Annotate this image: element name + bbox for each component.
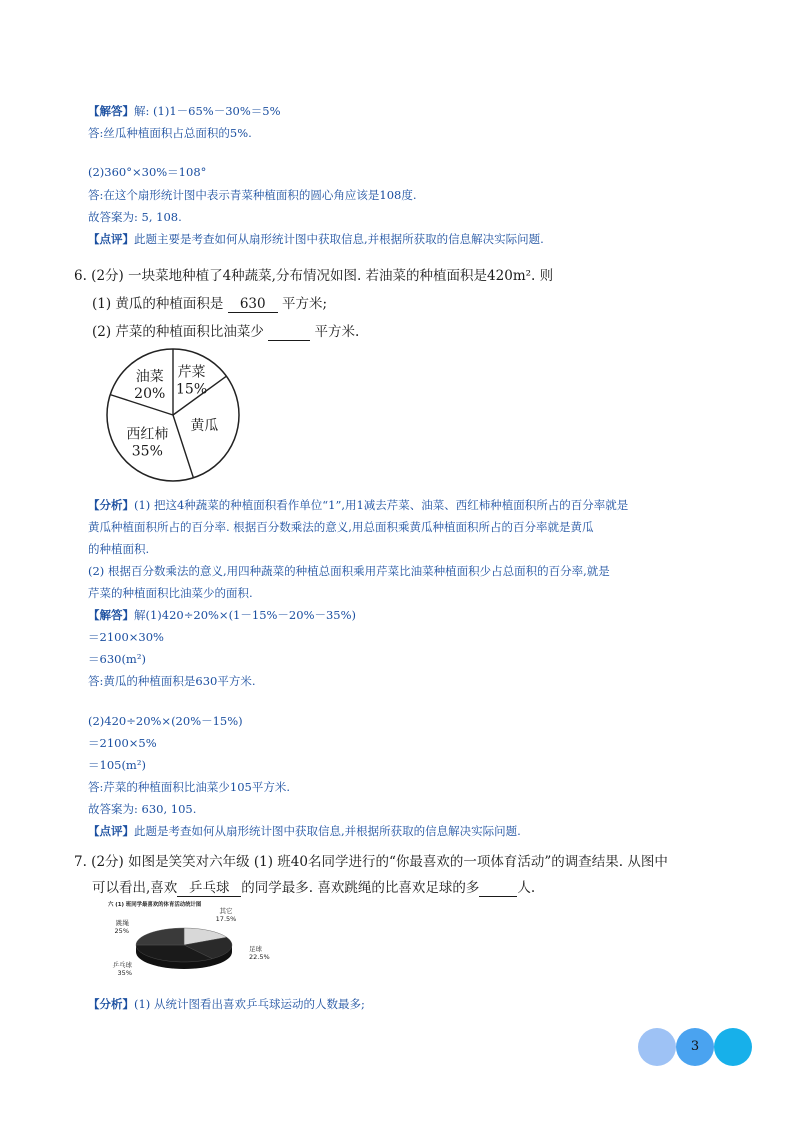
pie-slice-label: 跳绳 — [116, 919, 129, 927]
page-number-badge — [638, 1028, 752, 1066]
q5-answer-line-2: (2)360°×30%＝108° — [88, 165, 207, 179]
pie-slice-value: 25% — [114, 927, 129, 935]
q6-analysis-4: (2) 根据百分数乘法的意义,用四种蔬菜的种植总面积乘用芹菜比油菜种植面积少占总面积的百分率,就是 — [88, 564, 610, 578]
q6-solution-4: 答:黄瓜的种植面积是630平方米. — [88, 674, 256, 688]
q5-comment: 【点评】此题主要是考查如何从扇形统计图中获取信息,并根据所获取的信息解决实际问题. — [88, 232, 544, 246]
q6-solution-8: 答:芹菜的种植面积比油菜少105平方米. — [88, 780, 290, 794]
pie-slice-label: 乒乓球 — [112, 961, 132, 969]
q6-part-1: (1) 黄瓜的种植面积是 630 平方米; — [92, 296, 328, 312]
q6-analysis-2: 黄瓜种植面积所占的百分率. 根据百分数乘法的意义,用总面积乘黄瓜种植面积所占的百分率就是黄瓜 — [88, 520, 594, 534]
q5-answer-line-1: 【解答】解: (1)1－65%－30%＝5% — [88, 104, 281, 118]
q6-blank-1: 630 — [228, 296, 278, 313]
analysis-tag: 【分析】 — [88, 498, 134, 512]
comment-tag: 【点评】 — [88, 232, 134, 246]
pie-slice-label: 油菜 — [135, 368, 164, 385]
pie-slice-value: 20% — [134, 385, 166, 402]
pie-slice-label: 黄瓜 — [190, 418, 219, 435]
q6-solution-2: ＝2100×30% — [88, 630, 164, 644]
q7-blank-1: 乒乓球 — [177, 876, 241, 897]
sports-chart-title: 六 (1) 班同学最喜欢的体育活动统计图 — [108, 902, 202, 908]
analysis-tag: 【分析】 — [88, 997, 134, 1011]
q6-solution-7: ＝105(m²) — [88, 758, 146, 772]
q6-analysis-5: 芹菜的种植面积比油菜少的面积. — [88, 586, 253, 600]
q6-part-2: (2) 芹菜的种植面积比油菜少 平方米. — [92, 324, 360, 340]
sports-pie-chart — [106, 897, 270, 985]
q7-analysis: 【分析】(1) 从统计图看出喜欢乒乓球运动的人数最多; — [88, 997, 365, 1011]
q6-stem: 6. (2分) 一块菜地种植了4种蔬菜,分布情况如图. 若油菜的种植面积是420m². 则 — [74, 268, 554, 284]
pie-slice-value: 17.5% — [215, 915, 237, 923]
q7-stem-1: 7. (2分) 如图是笑笑对六年级 (1) 班40名同学进行的“你最喜欢的一项体育活动”的调查结果. 从图中 — [74, 854, 668, 870]
pie-slice-label: 足球 — [249, 945, 262, 953]
vegetable-pie-chart — [98, 345, 248, 485]
q6-solution-3: ＝630(m²) — [88, 652, 146, 666]
pie-slice-label: 芹菜 — [177, 364, 206, 381]
q6-final-answer: 故答案为: 630, 105. — [88, 802, 197, 816]
pie-slice — [136, 928, 184, 945]
q5-reply-1: 答:丝瓜种植面积占总面积的5%. — [88, 126, 252, 140]
pie-slice-value: 35% — [131, 443, 163, 460]
q5-final-answer: 故答案为: 5, 108. — [88, 210, 182, 224]
answer-tag: 【解答】 — [88, 104, 134, 118]
q6-solution-6: ＝2100×5% — [88, 736, 157, 750]
q7-stem-2: 可以看出,喜欢 乒乓球 的同学最多. 喜欢跳绳的比喜欢足球的多 人. — [92, 876, 535, 897]
badge-circle-right — [714, 1028, 752, 1066]
pie-slice-value: 15% — [176, 381, 208, 398]
q6-solution-1: 【解答】解(1)420÷20%×(1－15%－20%－35%) — [88, 608, 357, 622]
q6-solution-5: (2)420÷20%×(20%－15%) — [88, 714, 243, 728]
q6-analysis-1: 【分析】(1) 把这4种蔬菜的种植面积看作单位“1”,用1减去芹菜、油菜、西红柿种植面积所占的百分率就是 — [88, 498, 629, 512]
badge-circle-left — [638, 1028, 676, 1066]
pie-slice-label: 其它 — [219, 907, 233, 915]
pie-slice-value: 22.5% — [249, 953, 270, 961]
solution-tag: 【解答】 — [88, 608, 134, 622]
pie-slice-label: 西红柿 — [126, 426, 169, 443]
pie-slice-value: 35% — [117, 969, 132, 977]
q6-blank-2 — [268, 324, 310, 341]
q6-analysis-3: 的种植面积. — [88, 542, 150, 556]
page-number: 3 — [690, 1039, 700, 1054]
comment-tag: 【点评】 — [88, 824, 134, 838]
q6-comment: 【点评】此题是考查如何从扇形统计图中获取信息,并根据所获取的信息解决实际问题. — [88, 824, 521, 838]
q5-reply-2: 答:在这个扇形统计图中表示青菜种植面积的圆心角应该是108度. — [88, 188, 417, 202]
q7-blank-2 — [479, 880, 517, 897]
